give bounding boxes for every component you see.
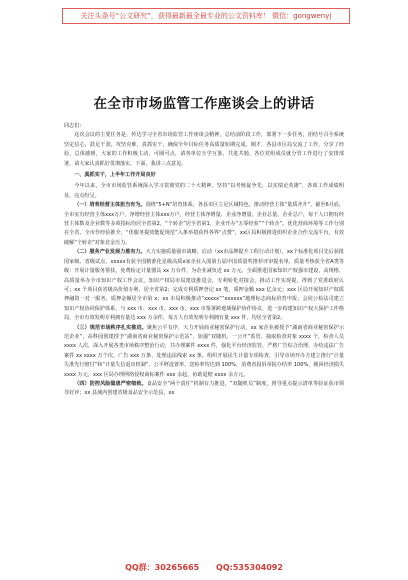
- qq-group-label: QQ群：30265665: [125, 563, 200, 572]
- subsection-1: [64, 201, 344, 248]
- section-intro-paragraph: 今年以来，全市市场监管系统深入学习贯彻党的二十大精神，坚持“以考核促争先，以实绩论英雄”，各项工作成绩明显，亮点纷呈。: [64, 183, 344, 199]
- document-body: [64, 122, 344, 399]
- subsection-4: [64, 380, 344, 399]
- subsection-4-heading: （四）防控风险隐患严密细致。: [74, 380, 147, 387]
- subsection-3-heading: （三）规范市场秩序扎实推进。: [74, 324, 147, 331]
- subsection-2-heading: （二）服务产业发展力推有力。: [74, 249, 146, 256]
- subsection-3: [64, 324, 344, 380]
- intro-paragraph: 这次会议的主要任务是，传达学习全省市场监管工作座谈会精神，总结前阶段工作，部署下一步任务，团结号召全系统坚定信心，鼓足干劲，攻坚克难，真抓实干，确保全年目标任务高质量如期完成。刚才，各县市区局交流了工作，分享了经验，总体感到，大家的工作积极主动，可圈可点，请各单位互学互鉴，共进共勉。各位党组成员就分管工作进行了安排部署，请大家认真抓好贯彻落实。下面，我讲三点意见。: [64, 132, 344, 167]
- salutation: 同志们：: [64, 123, 85, 129]
- subsection-2: [64, 248, 344, 323]
- contact-footer: [0, 562, 408, 573]
- subsection-2-body: 大力实施质量强市战略，启动（xx市品牌提升工程行动计划），xx个标准化项目先后获批国家级、省级试点，xxxxx有获全国精准化星级高质x家企业入围第五届中国质量奖推荐评审提名单，质量考核获全省A类等级：开展计量服务帮扶，免费检定计量器具 xx 万台件，为企业减负近 xx 万元。全面推进国家知识产权强市建设，高规格、高质量举办全市知识产权工作会议，知识产权局市局建设推进会，专利转化对接会，推动工作实现提。得到了党委政府认可；xx 个项目获省级高价值专利，居全省第2；完成专利质押登记 xx 笔，质押金额 xxx 亿余元；xxx 区局开展知识产权质押融资一对一服务，质押金额居全市第 x；xx 市局积极推动“xxxxx”“xxxxxx”地理标志商标培育申报；会同公检法司建立知识产权协同保护体系，与 xxx 市、xxx 市、xxx 市、xxx 市鉴署跨地域保护协作协议，进一步构建知识产权大保护工作格局，全市有效发明专利拥有量达 xxx 万余件，每万人有效发明专利拥有量 xxx 件，均居全省第2。: [64, 249, 344, 322]
- promo-banner: 关注头条号“公文研究”，获得最新最全最专业的公文资料库！ 微信：gongwenyj: [62, 8, 350, 24]
- qq-label: QQ:535304092: [216, 563, 283, 572]
- subsection-3-body: 聚焦公平有序，大力开展商业秘密保护行动，xx 家企业被授予“湖南省商业秘密保护示范企业”，高科园创建授予“湖南省商业秘密保护示范站”，加强“双随机、一公开”监管，抽取检查对象 xxxx 个，检查人员 xxxx 人次，深入开展各类市场秩序整治行动，共办理案件 xxxx 件，强化平台经济监管，严格广告综合治理，办结违法广告案件 xx xxxx 万个次，广告 xxx 万条，处理违法线索 xx 条。组织开展民生计量专项检查，引导市场开办方建立推行“计量失准先行赔付”和“计量失信退出机制”，公平秤设置率、送检率均达到 100%，消费者投诉举报办结率 100%，挽回经济损失 xxxx 万元，xxx 区局办理网络侵权商标案件 xxx 余起，协助退赔 xxxx 余万元。: [64, 324, 344, 378]
- subsection-1-body: 围绕“5+N”培育体系，各县市区立足区域特色，推动经营主体“量质齐升”，截至6月底，全市实有经营主体xxx万户，净增经营主体xxx万户，经营主体净增量、企业净增量、企业总量、企业总户，每千人口拥有经营主体数及企业数等多项指标均居全省第2，“个转企”居全省第1，企业开办“五零经验”“个转企”、优化营商环境等工作分别在全省、全市作经验推介，“优服务提效能促规范”入条举措获得各界“点赞”，xx区局积极推进组织企业合作交流平台，有效破解“个转企”对象竞金压力。: [64, 202, 344, 246]
- subsection-1-heading: （一）培育经营主体扭当有为。: [74, 202, 146, 209]
- subsection-4-body: 食品安全“两个责任”机制有力推进，“双随机员”制度，督导重点提示清单等验证获市领导好评；xx 县域内创建省级食品安全示范县，xx: [64, 380, 344, 397]
- page-title: 在全市市场监管工作座谈会上的讲话: [93, 96, 315, 112]
- section-heading: 一、真抓实干，上半年工作开局良好: [74, 172, 156, 179]
